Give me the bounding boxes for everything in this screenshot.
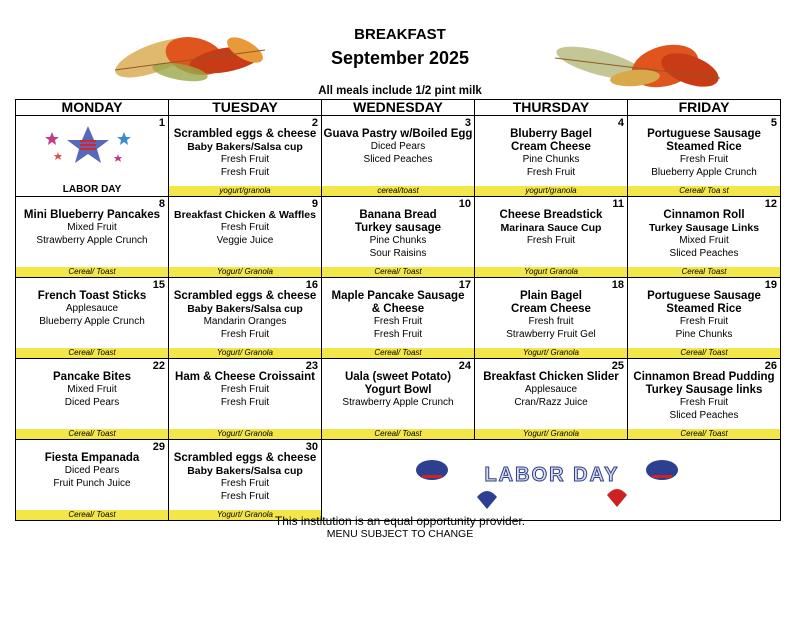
menu-entree: Portuguese Sausage: [647, 128, 761, 140]
menu-entree: Ham & Cheese Croissaint: [175, 371, 315, 383]
menu-side: Fresh Fruit: [220, 166, 270, 178]
labor-day-banner-text: LABOR DAY: [484, 464, 620, 486]
alternate-option-bar: Yogurt/ Granola: [169, 510, 321, 520]
day-cell: [169, 116, 322, 197]
menu-side: Fresh Fruit: [526, 166, 576, 178]
day-cell: [475, 116, 628, 197]
week-row: [16, 197, 781, 278]
happy-labor-day-image: [38, 122, 138, 170]
menu-side: Mixed Fruit: [67, 222, 117, 233]
menu-side: Sliced Peaches: [669, 409, 739, 421]
alternate-option-bar: Cereal/ Toast: [16, 429, 168, 439]
date-number: 24: [458, 360, 471, 372]
alternate-option-bar: Yogurt/ Granola: [475, 348, 627, 358]
alternate-option-bar: Cereal/ Toast: [322, 429, 474, 439]
menu-title: BREAKFAST: [354, 26, 446, 43]
menu-entree: Steamed Rice: [666, 303, 742, 315]
date-number: 15: [152, 279, 165, 291]
date-number: 3: [464, 117, 471, 129]
menu-side: Fresh Fruit: [373, 328, 423, 340]
menu-entree: Cream Cheese: [511, 141, 591, 153]
alternate-option-bar: Yogurt/ Granola: [169, 267, 321, 277]
alternate-option-bar: Cereal Toast: [628, 267, 780, 277]
date-number: 25: [611, 360, 624, 372]
menu-entree: Cinnamon Bread Pudding: [633, 371, 775, 383]
date-number: 11: [612, 198, 624, 210]
date-number: 29: [152, 441, 165, 453]
menu-entree: Fiesta Empanada: [44, 452, 140, 464]
subject-to-change-note: MENU SUBJECT TO CHANGE: [326, 528, 474, 540]
menu-side: Sliced Peaches: [363, 153, 433, 165]
menu-entree: Steamed Rice: [666, 141, 742, 153]
day-cell: [628, 116, 781, 197]
alternate-option-bar: Cereal/ Toast: [16, 510, 168, 520]
week-row: [16, 359, 781, 440]
menu-side: Fresh Fruit: [679, 397, 729, 408]
menu-side: Mandarin Oranges: [203, 316, 287, 327]
day-cell: [16, 278, 169, 359]
date-number: 26: [764, 360, 777, 372]
alternate-option-bar: Cereal/ Toa st: [628, 186, 780, 196]
menu-entree: Turkey Sausage Links: [648, 222, 760, 234]
day-cell: [16, 440, 169, 521]
day-cell: [322, 359, 475, 440]
day-cell: [169, 440, 322, 521]
week-row: [16, 116, 781, 197]
menu-side: Strawberry Apple Crunch: [342, 397, 454, 408]
menu-side: Strawberry Fruit Gel: [506, 328, 596, 340]
date-number: 22: [152, 360, 165, 372]
menu-side: Applesauce: [65, 303, 119, 314]
menu-side: Fresh Fruit: [526, 235, 576, 246]
menu-entree: Marinara Sauce Cup: [500, 222, 602, 234]
alternate-option-bar: yogurt/granola: [169, 186, 321, 196]
date-number: 17: [458, 279, 471, 291]
menu-entree: Mini Blueberry Pancakes: [23, 209, 161, 221]
alternate-option-bar: Cereal/ Toast: [628, 348, 780, 358]
day-cell: [322, 278, 475, 359]
menu-side: Strawberry Apple Crunch: [36, 234, 148, 246]
day-header: FRIDAY: [628, 100, 781, 116]
menu-side: Pine Chunks: [675, 328, 733, 340]
menu-side: Fruit Punch Juice: [53, 477, 131, 489]
menu-entree: Maple Pancake Sausage: [331, 290, 465, 302]
menu-entree: Breakfast Chicken Slider: [483, 371, 619, 383]
menu-side: Blueberry Apple Crunch: [651, 166, 757, 178]
menu-entree: Baby Bakers/Salsa cup: [187, 465, 303, 477]
labor-day-banner: [322, 440, 780, 520]
day-cell: [322, 116, 475, 197]
menu-side: Mixed Fruit: [67, 384, 117, 395]
alternate-option-bar: Cereal/ Toast: [322, 348, 474, 358]
date-number: 30: [305, 441, 318, 453]
date-number: 16: [305, 279, 318, 291]
menu-entree: Breakfast Chicken & Waffles: [174, 209, 316, 221]
menu-entree: Guava Pastry w/Boiled Egg: [323, 128, 473, 140]
day-cell: [475, 197, 628, 278]
menu-side: Fresh Fruit: [679, 316, 729, 327]
menu-entree: & Cheese: [371, 303, 425, 315]
menu-entree: Turkey Sausage links: [645, 384, 763, 396]
alternate-option-bar: Cereal/ Toast: [322, 267, 474, 277]
menu-side: Veggie Juice: [216, 234, 274, 246]
menu-calendar: [15, 99, 781, 521]
menu-side: Mixed Fruit: [679, 235, 729, 246]
alternate-option-bar: Cereal/ Toast: [16, 348, 168, 358]
menu-entree: Pancake Bites: [53, 371, 131, 383]
date-number: 23: [305, 360, 318, 372]
menu-side: Applesauce: [524, 384, 578, 395]
menu-entree: Scrambled eggs & cheese: [173, 290, 317, 302]
alternate-option-bar: cereal/toast: [322, 186, 474, 196]
day-header: TUESDAY: [169, 100, 322, 116]
date-number: 10: [458, 198, 471, 210]
menu-entree: Cheese Breadstick: [499, 209, 603, 221]
week-row: [16, 440, 781, 521]
date-number: 18: [611, 279, 624, 291]
menu-entree: Portuguese Sausage: [647, 290, 761, 302]
day-header: WEDNESDAY: [322, 100, 475, 116]
date-number: 9: [311, 198, 318, 210]
menu-entree: Baby Bakers/Salsa cup: [187, 141, 303, 153]
menu-entree: Uala (sweet Potato): [344, 371, 452, 383]
week-row: [16, 278, 781, 359]
menu-side: Fresh Fruit: [679, 154, 729, 165]
menu-side: Blueberry Apple Crunch: [39, 315, 145, 327]
menu-entree: Cream Cheese: [511, 303, 591, 315]
menu-entree: Banana Bread: [359, 209, 437, 221]
menu-side: Fresh Fruit: [220, 154, 270, 165]
menu-side: Fresh Fruit: [220, 490, 270, 502]
milk-note: All meals include 1/2 pint milk: [318, 85, 482, 97]
holiday-label: LABOR DAY: [62, 184, 122, 195]
alternate-option-bar: yogurt/granola: [475, 186, 627, 196]
menu-entree: Baby Bakers/Salsa cup: [187, 303, 303, 315]
menu-month: September 2025: [330, 48, 470, 68]
menu-entree: Turkey sausage: [354, 222, 442, 234]
day-cell: [16, 359, 169, 440]
day-cell: [16, 116, 169, 197]
menu-side: Sliced Peaches: [669, 247, 739, 259]
day-cell: [169, 359, 322, 440]
date-number: 2: [311, 117, 318, 129]
menu-entree: Plain Bagel: [520, 290, 582, 302]
date-number: 8: [158, 198, 165, 210]
alternate-option-bar: Cereal/ Toast: [628, 429, 780, 439]
alternate-option-bar: Yogurt Granola: [475, 267, 627, 277]
date-number: 19: [764, 279, 777, 291]
day-cell: [169, 278, 322, 359]
menu-side: Diced Pears: [64, 396, 120, 408]
day-header: THURSDAY: [475, 100, 628, 116]
menu-entree: Yogurt Bowl: [364, 384, 432, 396]
menu-side: Fresh Fruit: [220, 328, 270, 340]
day-cell: [475, 278, 628, 359]
day-cell: [628, 278, 781, 359]
menu-side: Fresh fruit: [528, 316, 574, 327]
day-cell: [169, 197, 322, 278]
day-cell: [475, 359, 628, 440]
menu-side: Diced Pears: [370, 141, 426, 152]
day-cell: [322, 197, 475, 278]
equal-opportunity-note: This institution is an equal opportunity provider.: [274, 514, 526, 528]
menu-side: Diced Pears: [64, 465, 120, 476]
day-cell: [628, 197, 781, 278]
menu-side: Fresh Fruit: [373, 316, 423, 327]
menu-side: Sour Raisins: [369, 247, 427, 259]
empty-day-cell: [322, 440, 781, 521]
menu-entree: Cinnamon Roll: [663, 209, 745, 221]
menu-entree: Scrambled eggs & cheese: [173, 452, 317, 464]
date-number: 12: [764, 198, 777, 210]
menu-side: Fresh Fruit: [220, 478, 270, 489]
menu-side: Fresh Fruit: [220, 384, 270, 395]
date-number: 4: [617, 117, 624, 129]
weekday-header-row: [16, 100, 781, 116]
menu-entree: French Toast Sticks: [37, 290, 147, 302]
alternate-option-bar: Yogurt/ Granola: [475, 429, 627, 439]
day-cell: [628, 359, 781, 440]
alternate-option-bar: Cereal/ Toast: [16, 267, 168, 277]
menu-entree: Scrambled eggs & cheese: [173, 128, 317, 140]
date-number: 5: [770, 117, 777, 129]
menu-side: Cran/Razz Juice: [514, 396, 588, 408]
menu-side: Fresh Fruit: [220, 222, 270, 233]
date-number: 1: [158, 117, 165, 129]
menu-side: Pine Chunks: [522, 154, 580, 165]
day-header: MONDAY: [16, 100, 169, 116]
day-cell: [16, 197, 169, 278]
menu-side: Pine Chunks: [369, 235, 427, 246]
alternate-option-bar: Yogurt/ Granola: [169, 348, 321, 358]
menu-entree: Bluberry Bagel: [510, 128, 592, 140]
alternate-option-bar: Yogurt/ Granola: [169, 429, 321, 439]
menu-side: Fresh Fruit: [220, 396, 270, 408]
